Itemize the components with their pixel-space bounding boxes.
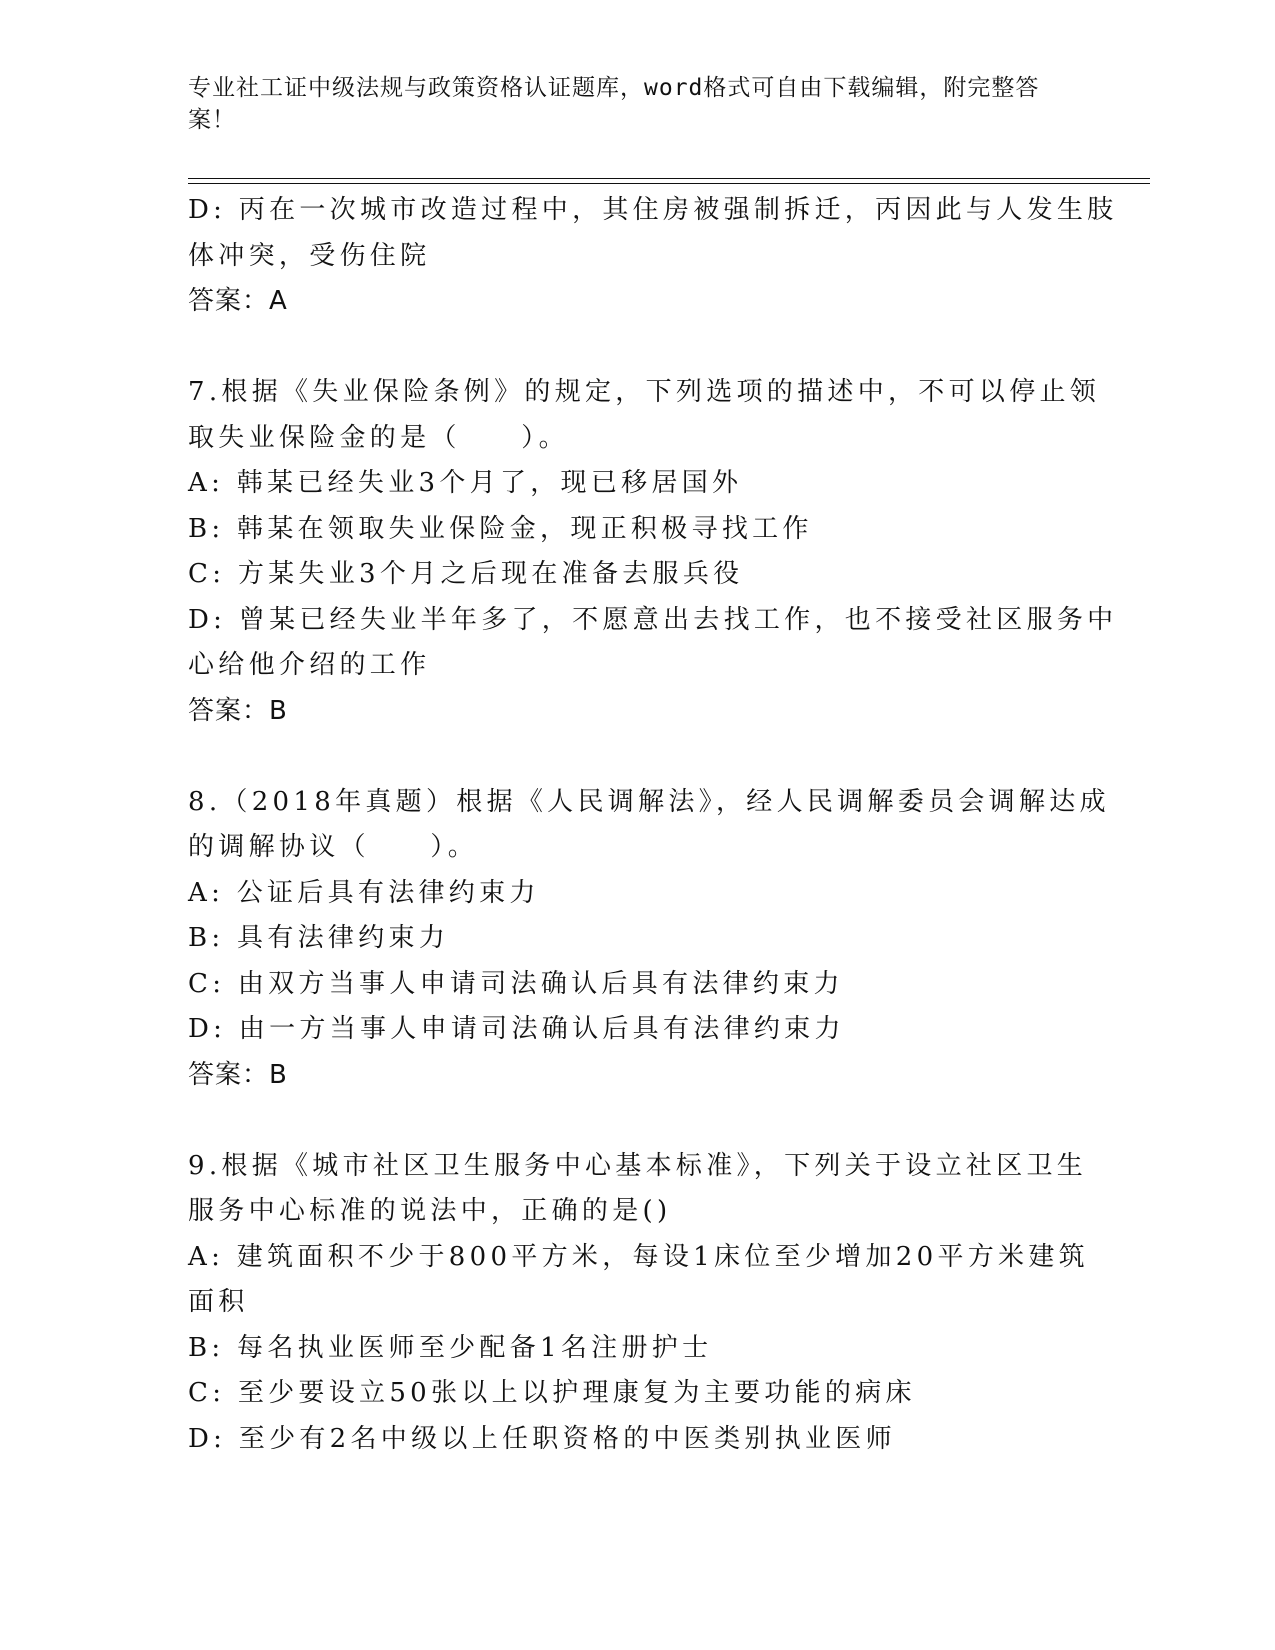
option-b: B: 每名执业医师至少配备1名注册护士 xyxy=(188,1332,713,1363)
document-body xyxy=(188,188,1118,1462)
option-a: A: 韩某已经失业3个月了，现已移居国外 xyxy=(188,468,743,498)
option-d: D: 至少有2名中级以上任职资格的中医类别执业医师 xyxy=(188,1423,896,1454)
option-d-line-1: D: 丙在一次城市改造过程中，其住房被强制拆迁，丙因此与人发生肢 xyxy=(188,195,1118,225)
option-a: 面积 xyxy=(188,1287,249,1317)
question-9 xyxy=(188,1144,1088,1463)
answer-label: 答案：B xyxy=(188,1059,288,1090)
option-b: B: 韩某在领取失业保险金，现正积极寻找工作 xyxy=(188,513,813,544)
option-d: D: 曾某已经失业半年多了，不愿意出去找工作，也不接受社区服务中 xyxy=(188,604,1118,635)
question-7 xyxy=(188,370,1118,734)
option-d: 心给他介绍的工作 xyxy=(188,650,431,680)
spacer xyxy=(188,734,1088,780)
document-header: 专业社工证中级法规与政策资格认证题库，word格式可自由下载编辑，附完整答案！ xyxy=(188,75,1040,133)
answer-label: 答案：B xyxy=(188,695,288,726)
header-rule-top xyxy=(188,178,1150,179)
option-a: A: 公证后具有法律约束力 xyxy=(188,877,540,908)
option-c: C: 由双方当事人申请司法确认后具有法律约束力 xyxy=(188,968,844,999)
spacer xyxy=(188,325,1088,371)
spacer xyxy=(188,1098,1088,1144)
question-stem: 服务中心标准的说法中，正确的是() xyxy=(188,1196,672,1226)
question-stem: 8.（2018年真题）根据《人民调解法》，经人民调解委员会调解达成 xyxy=(188,786,1110,817)
question-8 xyxy=(188,780,1110,1099)
option-c: C: 至少要设立50张以上以护理康复为主要功能的病床 xyxy=(188,1378,916,1408)
option-a: A: 建筑面积不少于800平方米，每设1床位至少增加20平方米建筑 xyxy=(188,1241,1089,1272)
question-stem: 7.根据《失业保险条例》的规定，下列选项的描述中，不可以停止领 xyxy=(188,377,1101,407)
option-d: D: 由一方当事人申请司法确认后具有法律约束力 xyxy=(188,1014,845,1044)
answer-label: 答案：A xyxy=(188,286,288,316)
option-b: B: 具有法律约束力 xyxy=(188,923,450,953)
question-stem: 取失业保险金的是（ ）。 xyxy=(188,422,569,453)
continued-question xyxy=(188,188,1118,325)
question-stem: 的调解协议（ ）。 xyxy=(188,832,479,862)
question-stem: 9.根据《城市社区卫生服务中心基本标准》，下列关于设立社区卫生 xyxy=(188,1150,1088,1181)
header-rule-bottom xyxy=(188,183,1150,184)
option-c: C: 方某失业3个月之后现在准备去服兵役 xyxy=(188,559,744,589)
option-d-line-2: 体冲突，受伤住院 xyxy=(188,240,431,271)
